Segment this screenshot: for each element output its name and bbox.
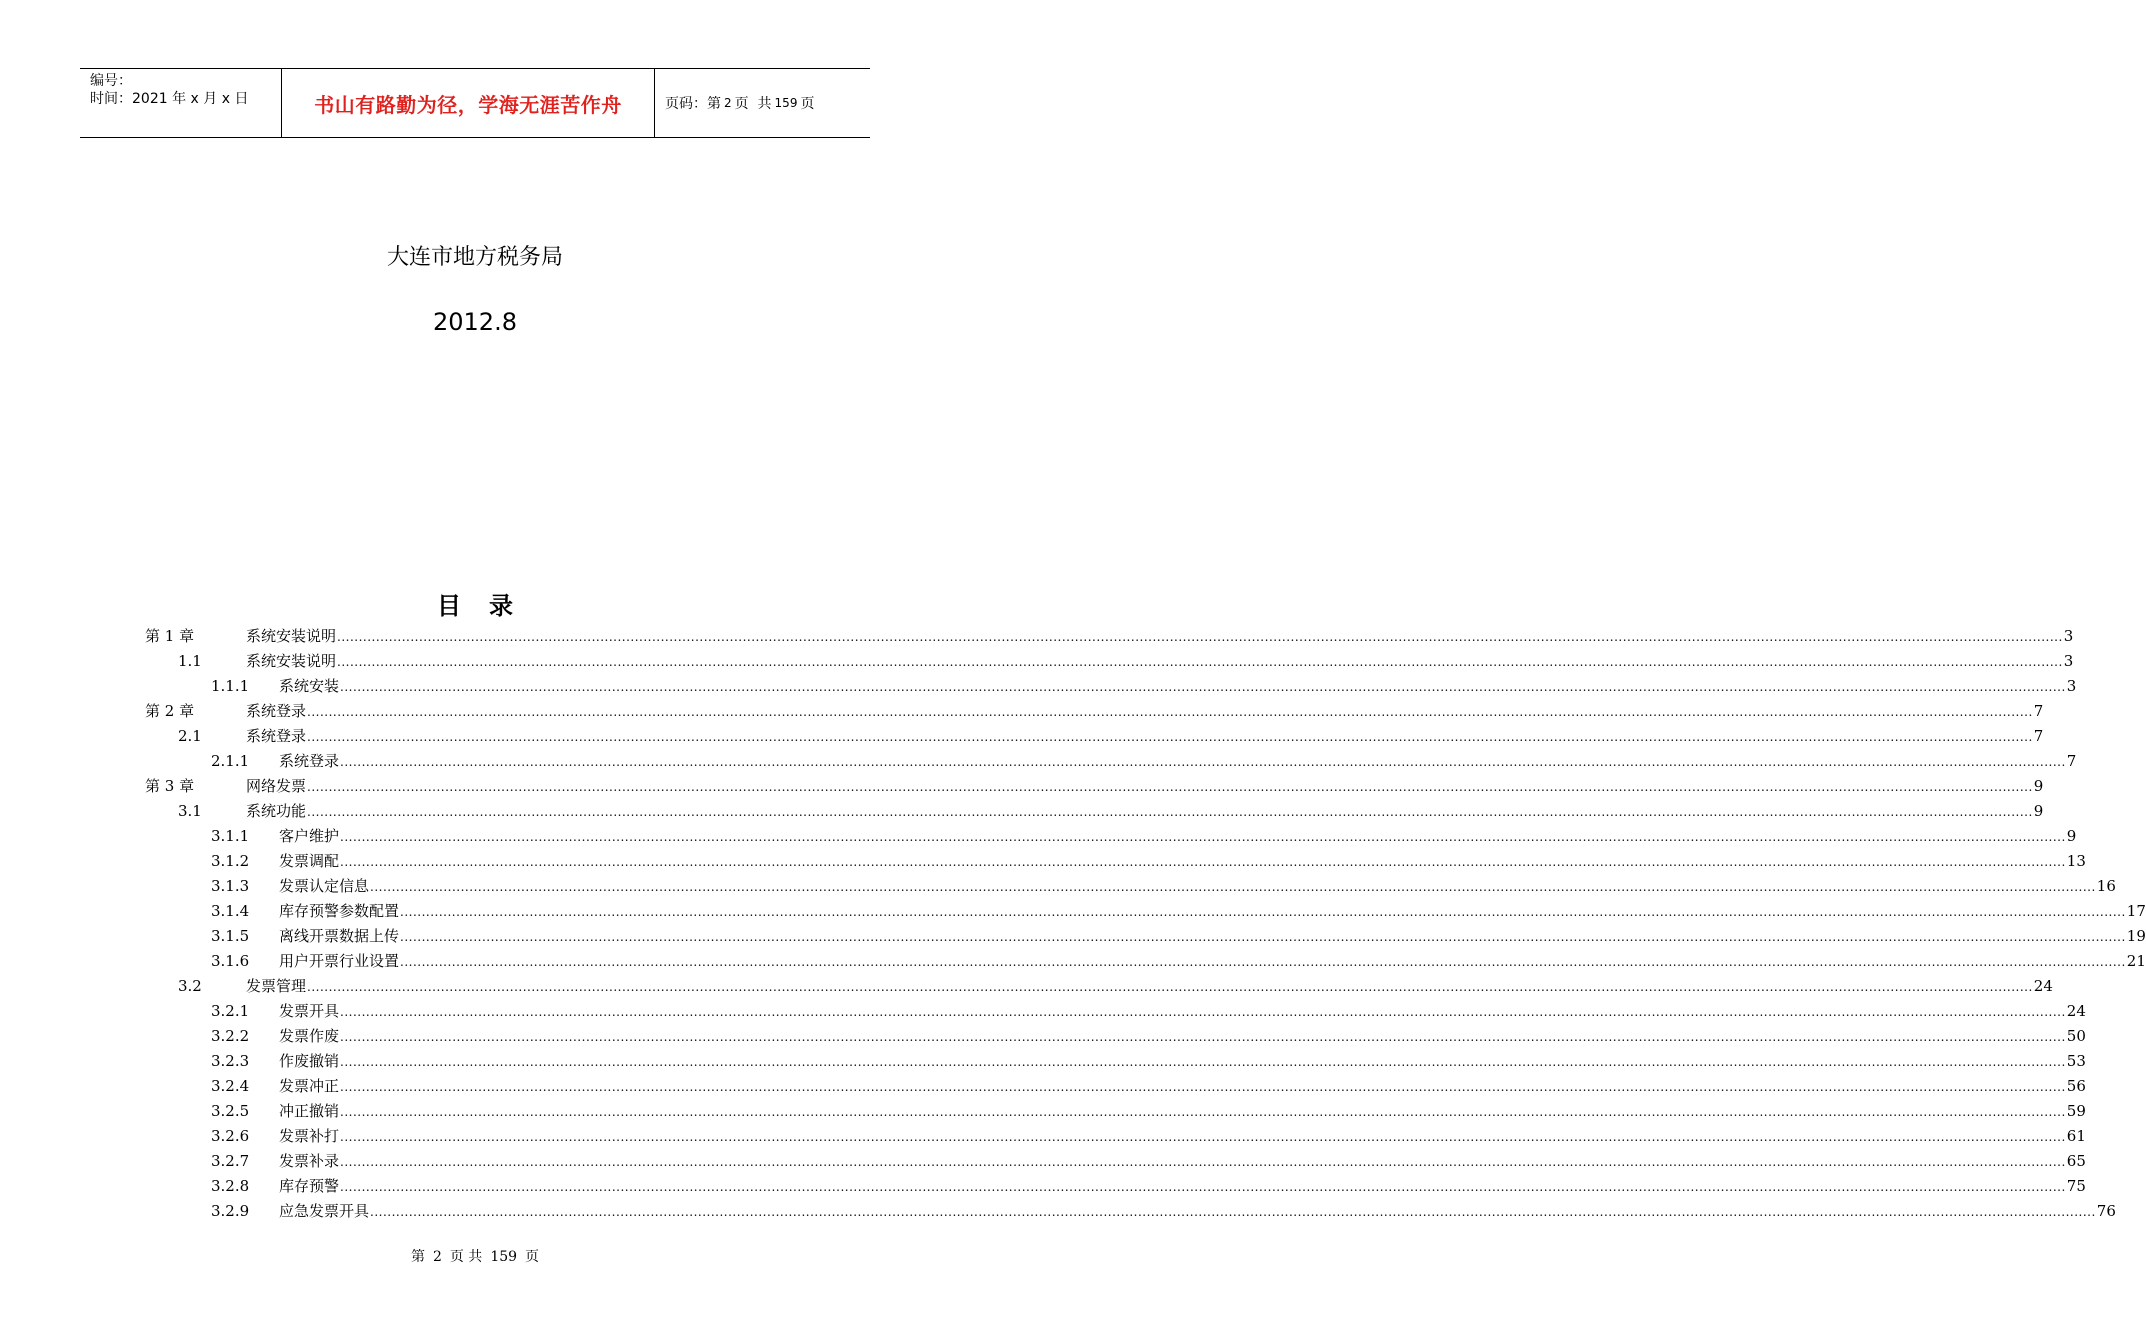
toc-entry-number: 3.2.8 xyxy=(211,1177,250,1195)
toc-entry-label: 离线开票数据上传 xyxy=(279,927,400,945)
toc-entry-label: 系统安装说明 xyxy=(246,652,337,670)
page-prefix: 页码：第 xyxy=(665,96,721,112)
toc-entry-page: 9 xyxy=(2033,802,2044,820)
toc-entry[interactable] xyxy=(0,949,2146,974)
number-label: 编号： xyxy=(90,73,132,89)
toc-entry-page: 3 xyxy=(2063,652,2074,670)
table-of-contents xyxy=(0,624,2146,1224)
toc-entry[interactable] xyxy=(0,1049,2086,1074)
toc-entry[interactable] xyxy=(0,1149,2086,1174)
toc-entry[interactable] xyxy=(0,1124,2086,1149)
toc-entry-label: 系统功能 xyxy=(246,802,307,820)
toc-entry-page: 3 xyxy=(2063,627,2074,645)
toc-entry-label: 系统登录 xyxy=(246,702,307,720)
toc-entry-page: 56 xyxy=(2066,1077,2086,1095)
toc-leader-dots: ................................................................................................................................................................................................................................................................................................................................................................................................................ xyxy=(337,630,2063,644)
toc-entry-page: 75 xyxy=(2066,1177,2086,1195)
toc-entry-label: 库存预警参数配置 xyxy=(279,902,400,920)
toc-leader-dots: ................................................................................................................................................................................................................................................................................................................................................................................................................ xyxy=(340,1080,2066,1094)
toc-entry-number: 3.2.3 xyxy=(211,1052,250,1070)
toc-entry-label: 库存预警 xyxy=(279,1177,340,1195)
toc-leader-dots: ................................................................................................................................................................................................................................................................................................................................................................................................................ xyxy=(307,730,2033,744)
toc-entry-number: 3.2.1 xyxy=(211,1002,250,1020)
toc-entry[interactable] xyxy=(0,999,2086,1024)
toc-entry-label: 发票认定信息 xyxy=(279,877,370,895)
toc-leader-dots: ................................................................................................................................................................................................................................................................................................................................................................................................................ xyxy=(340,680,2066,694)
footer-mid: 页 共 xyxy=(449,1249,483,1265)
toc-entry-page: 7 xyxy=(2033,702,2044,720)
toc-title: 目录 xyxy=(437,592,541,620)
toc-leader-dots: ................................................................................................................................................................................................................................................................................................................................................................................................................ xyxy=(400,955,2126,969)
toc-entry-page: 21 xyxy=(2126,952,2146,970)
toc-entry[interactable] xyxy=(0,974,2053,999)
toc-entry-page: 13 xyxy=(2066,852,2086,870)
toc-leader-dots: ................................................................................................................................................................................................................................................................................................................................................................................................................ xyxy=(340,1180,2066,1194)
toc-entry-page: 19 xyxy=(2126,927,2146,945)
toc-entry-number: 3.2.6 xyxy=(211,1127,250,1145)
toc-entry-page: 53 xyxy=(2066,1052,2086,1070)
toc-leader-dots: ................................................................................................................................................................................................................................................................................................................................................................................................................ xyxy=(307,780,2033,794)
page-header xyxy=(80,68,870,138)
toc-entry[interactable] xyxy=(0,1099,2086,1124)
page-footer xyxy=(0,1246,950,1266)
toc-entry-number: 3.2.4 xyxy=(211,1077,250,1095)
toc-entry-page: 76 xyxy=(2096,1202,2116,1220)
toc-entry-number: 3.2.7 xyxy=(211,1152,250,1170)
toc-entry-number: 3.2.9 xyxy=(211,1202,250,1220)
toc-entry-number: 3.2 xyxy=(178,977,202,995)
toc-entry-label: 发票调配 xyxy=(279,852,340,870)
organization-name: 大连市地方税务局 xyxy=(386,245,563,270)
header-motto: 书山有路勤为径，学海无涯苦作舟 xyxy=(282,69,655,137)
toc-entry[interactable] xyxy=(0,1024,2086,1049)
toc-entry[interactable] xyxy=(0,799,2044,824)
toc-entry-page: 59 xyxy=(2066,1102,2086,1120)
toc-leader-dots: ................................................................................................................................................................................................................................................................................................................................................................................................................ xyxy=(370,880,2096,894)
toc-entry[interactable] xyxy=(0,874,2116,899)
page-current: 2 xyxy=(724,96,732,110)
toc-entry[interactable] xyxy=(0,774,2044,799)
toc-entry-number: 3.1 xyxy=(178,802,202,820)
toc-leader-dots: ................................................................................................................................................................................................................................................................................................................................................................................................................ xyxy=(370,1205,2096,1219)
toc-leader-dots: ................................................................................................................................................................................................................................................................................................................................................................................................................ xyxy=(307,805,2033,819)
toc-entry[interactable] xyxy=(0,899,2146,924)
toc-entry-number: 3.1.2 xyxy=(211,852,250,870)
toc-entry-page: 50 xyxy=(2066,1027,2086,1045)
toc-entry-page: 16 xyxy=(2096,877,2116,895)
toc-leader-dots: ................................................................................................................................................................................................................................................................................................................................................................................................................ xyxy=(307,705,2033,719)
toc-entry-number: 3.1.4 xyxy=(211,902,250,920)
toc-leader-dots: ................................................................................................................................................................................................................................................................................................................................................................................................................ xyxy=(340,1155,2066,1169)
toc-entry-label: 发票冲正 xyxy=(279,1077,340,1095)
toc-entry-label: 系统登录 xyxy=(279,752,340,770)
toc-entry-label: 系统登录 xyxy=(246,727,307,745)
footer-current: 2 xyxy=(432,1249,442,1265)
toc-entry[interactable] xyxy=(0,824,2077,849)
toc-leader-dots: ................................................................................................................................................................................................................................................................................................................................................................................................................ xyxy=(340,1005,2066,1019)
toc-entry-label: 系统安装说明 xyxy=(246,627,337,645)
toc-entry-page: 24 xyxy=(2033,977,2053,995)
toc-leader-dots: ................................................................................................................................................................................................................................................................................................................................................................................................................ xyxy=(400,905,2126,919)
toc-entry-number: 3.1.3 xyxy=(211,877,250,895)
toc-entry-label: 用户开票行业设置 xyxy=(279,952,400,970)
toc-entry-number: 3.1.1 xyxy=(211,827,250,845)
toc-entry[interactable] xyxy=(0,1174,2086,1199)
footer-total: 159 xyxy=(490,1249,518,1265)
footer-prefix: 第 xyxy=(410,1249,425,1265)
toc-entry-label: 系统安装 xyxy=(279,677,340,695)
toc-entry-page: 7 xyxy=(2033,727,2044,745)
toc-entry-number: 第 2 章 xyxy=(145,702,195,720)
toc-entry[interactable] xyxy=(0,699,2044,724)
toc-entry-page: 3 xyxy=(2066,677,2077,695)
toc-entry-number: 第 3 章 xyxy=(145,777,195,795)
toc-entry-label: 作废撤销 xyxy=(279,1052,340,1070)
toc-entry-page: 7 xyxy=(2066,752,2077,770)
footer-suffix: 页 xyxy=(525,1249,540,1265)
toc-entry-page: 9 xyxy=(2066,827,2077,845)
toc-leader-dots: ................................................................................................................................................................................................................................................................................................................................................................................................................ xyxy=(340,755,2066,769)
toc-entry-number: 第 1 章 xyxy=(145,627,195,645)
toc-entry-label: 网络发票 xyxy=(246,777,307,795)
header-page-info xyxy=(655,69,870,137)
toc-entry[interactable] xyxy=(0,624,2074,649)
toc-entry[interactable] xyxy=(0,924,2146,949)
toc-entry-number: 3.1.5 xyxy=(211,927,250,945)
toc-entry[interactable] xyxy=(0,749,2077,774)
toc-entry-number: 1.1 xyxy=(178,652,202,670)
toc-entry-number: 1.1.1 xyxy=(211,677,250,695)
page-suffix: 页 xyxy=(800,96,815,112)
toc-entry-label: 发票补打 xyxy=(279,1127,340,1145)
toc-entry-page: 9 xyxy=(2033,777,2044,795)
toc-entry[interactable] xyxy=(0,649,2074,674)
toc-entry-page: 65 xyxy=(2066,1152,2086,1170)
toc-entry-label: 发票开具 xyxy=(279,1002,340,1020)
toc-entry-label: 冲正撤销 xyxy=(279,1102,340,1120)
time-label: 时间：2021 年 x 月 x 日 xyxy=(90,91,249,107)
toc-entry-number: 2.1.1 xyxy=(211,752,250,770)
toc-entry-number: 3.2.2 xyxy=(211,1027,250,1045)
toc-leader-dots: ................................................................................................................................................................................................................................................................................................................................................................................................................ xyxy=(400,930,2126,944)
toc-entry-number: 3.2.5 xyxy=(211,1102,250,1120)
toc-entry-page: 61 xyxy=(2066,1127,2086,1145)
toc-entry[interactable] xyxy=(0,674,2077,699)
toc-leader-dots: ................................................................................................................................................................................................................................................................................................................................................................................................................ xyxy=(340,855,2066,869)
document-date: 2012.8 xyxy=(433,308,517,336)
toc-leader-dots: ................................................................................................................................................................................................................................................................................................................................................................................................................ xyxy=(340,1055,2066,1069)
toc-leader-dots: ................................................................................................................................................................................................................................................................................................................................................................................................................ xyxy=(340,1130,2066,1144)
toc-entry-page: 24 xyxy=(2066,1002,2086,1020)
toc-entry-page: 17 xyxy=(2126,902,2146,920)
header-meta xyxy=(80,69,282,137)
toc-entry-label: 应急发票开具 xyxy=(279,1202,370,1220)
toc-leader-dots: ................................................................................................................................................................................................................................................................................................................................................................................................................ xyxy=(307,980,2033,994)
toc-leader-dots: ................................................................................................................................................................................................................................................................................................................................................................................................................ xyxy=(337,655,2063,669)
toc-entry-label: 发票补录 xyxy=(279,1152,340,1170)
toc-entry[interactable] xyxy=(0,1199,2116,1224)
toc-entry-label: 发票作废 xyxy=(279,1027,340,1045)
toc-entry[interactable] xyxy=(0,724,2044,749)
toc-entry[interactable] xyxy=(0,1074,2086,1099)
toc-entry[interactable] xyxy=(0,849,2086,874)
toc-leader-dots: ................................................................................................................................................................................................................................................................................................................................................................................................................ xyxy=(340,1105,2066,1119)
toc-leader-dots: ................................................................................................................................................................................................................................................................................................................................................................................................................ xyxy=(340,830,2066,844)
toc-leader-dots: ................................................................................................................................................................................................................................................................................................................................................................................................................ xyxy=(340,1030,2066,1044)
page-mid: 页 共 xyxy=(734,96,772,112)
toc-entry-number: 2.1 xyxy=(178,727,202,745)
toc-entry-number: 3.1.6 xyxy=(211,952,250,970)
toc-entry-label: 发票管理 xyxy=(246,977,307,995)
page-total: 159 xyxy=(774,96,798,110)
toc-entry-label: 客户维护 xyxy=(279,827,340,845)
